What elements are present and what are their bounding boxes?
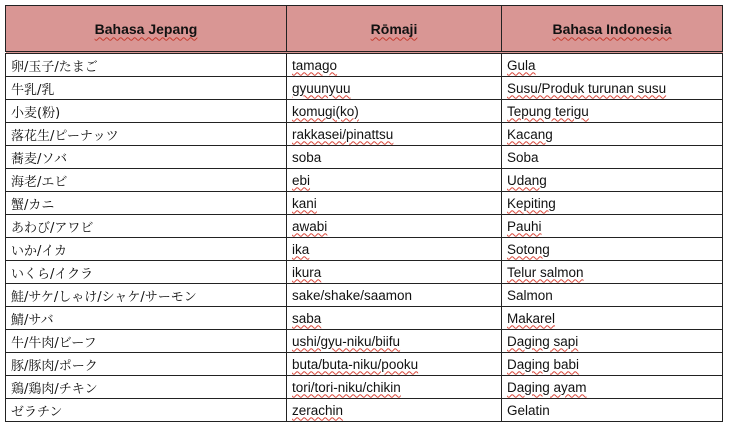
cell-indonesian: Makarel: [502, 307, 723, 330]
table-row: [6, 330, 723, 353]
cell-japanese: いか/イカ: [6, 238, 287, 261]
table-row: [6, 261, 723, 284]
cell-indonesian: Daging ayam: [502, 376, 723, 399]
table-header-row: [6, 6, 723, 53]
cell-japanese: 鶏/鶏肉/チキン: [6, 376, 287, 399]
cell-indonesian: Udang: [502, 169, 723, 192]
cell-romaji: kani: [287, 192, 502, 215]
cell-indonesian: Susu/Produk turunan susu: [502, 77, 723, 100]
cell-japanese: 蕎麦/ソバ: [6, 146, 287, 169]
cell-indonesian: Soba: [502, 146, 723, 169]
table-row: [6, 169, 723, 192]
cell-romaji: ika: [287, 238, 502, 261]
cell-japanese: 鯖/サバ: [6, 307, 287, 330]
table-row: [6, 376, 723, 399]
cell-romaji: buta/buta-niku/pooku: [287, 353, 502, 376]
header-romaji: Rōmaji: [287, 6, 502, 53]
cell-indonesian: Kepiting: [502, 192, 723, 215]
cell-romaji: ikura: [287, 261, 502, 284]
cell-romaji: awabi: [287, 215, 502, 238]
cell-indonesian: Sotong: [502, 238, 723, 261]
cell-japanese: 海老/エビ: [6, 169, 287, 192]
table-row: [6, 307, 723, 330]
cell-japanese: いくら/イクラ: [6, 261, 287, 284]
cell-indonesian: Gelatin: [502, 399, 723, 422]
cell-indonesian: Daging sapi: [502, 330, 723, 353]
cell-romaji: tori/tori-niku/chikin: [287, 376, 502, 399]
cell-romaji: tamago: [287, 53, 502, 77]
cell-japanese: ゼラチン: [6, 399, 287, 422]
table-row: [6, 123, 723, 146]
cell-indonesian: Telur salmon: [502, 261, 723, 284]
cell-romaji: zerachin: [287, 399, 502, 422]
cell-romaji: saba: [287, 307, 502, 330]
cell-romaji: rakkasei/pinattsu: [287, 123, 502, 146]
cell-indonesian: Daging babi: [502, 353, 723, 376]
cell-indonesian: Kacang: [502, 123, 723, 146]
table-row: [6, 192, 723, 215]
cell-indonesian: Tepung terigu: [502, 100, 723, 123]
cell-indonesian: Pauhi: [502, 215, 723, 238]
cell-romaji: ebi: [287, 169, 502, 192]
table-row: [6, 284, 723, 307]
cell-japanese: 落花生/ピーナッツ: [6, 123, 287, 146]
header-indonesian: Bahasa Indonesia: [502, 6, 723, 53]
cell-indonesian: Salmon: [502, 284, 723, 307]
table-row: [6, 215, 723, 238]
cell-japanese: 卵/玉子/たまご: [6, 53, 287, 77]
cell-japanese: 豚/豚肉/ポーク: [6, 353, 287, 376]
cell-romaji: ushi/gyu-niku/biifu: [287, 330, 502, 353]
cell-japanese: 鮭/サケ/しゃけ/シャケ/サーモン: [6, 284, 287, 307]
cell-romaji: sake/shake/saamon: [287, 284, 502, 307]
table-row: [6, 146, 723, 169]
cell-romaji: gyuunyuu: [287, 77, 502, 100]
table-row: [6, 77, 723, 100]
cell-romaji: soba: [287, 146, 502, 169]
table-row: [6, 53, 723, 77]
cell-romaji: komugi(ko): [287, 100, 502, 123]
cell-japanese: あわび/アワビ: [6, 215, 287, 238]
cell-japanese: 蟹/カニ: [6, 192, 287, 215]
cell-japanese: 小麦(粉): [6, 100, 287, 123]
table-row: [6, 399, 723, 422]
table-row: [6, 100, 723, 123]
header-japanese: Bahasa Jepang: [6, 6, 287, 53]
allergen-vocabulary-table: [5, 5, 723, 422]
cell-indonesian: Gula: [502, 53, 723, 77]
cell-japanese: 牛乳/乳: [6, 77, 287, 100]
table-row: [6, 353, 723, 376]
table-row: [6, 238, 723, 261]
cell-japanese: 牛/牛肉/ビーフ: [6, 330, 287, 353]
